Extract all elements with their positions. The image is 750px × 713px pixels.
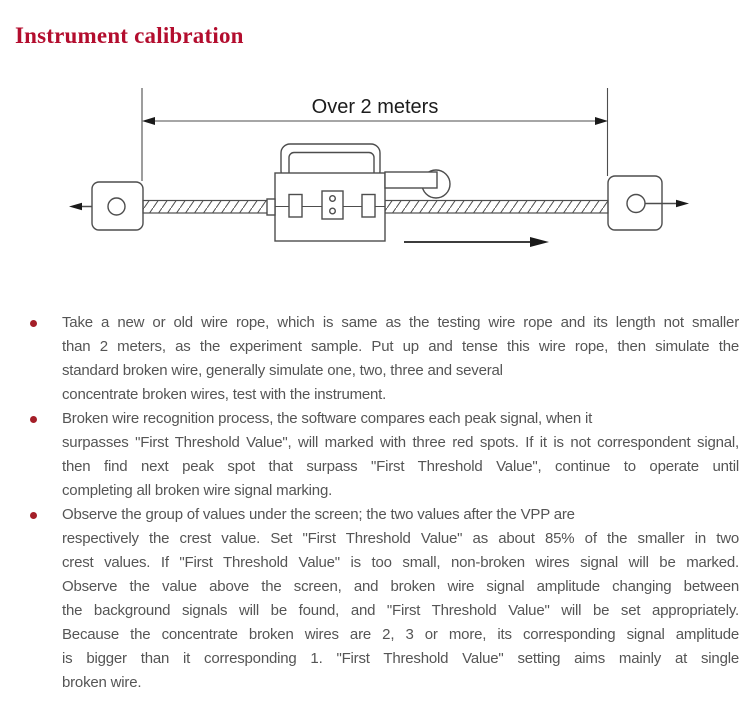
bullet-line: then find next peak spot that surpass "First Threshold Value", continue to operate until — [62, 458, 739, 475]
bullet-line: respectively the crest value. Set "First Threshold Value" as about 85% of the smaller in two — [62, 530, 739, 547]
bullet-marker-cell — [30, 503, 62, 519]
page-title: Instrument calibration — [15, 23, 244, 48]
wire-rope-left — [143, 201, 275, 214]
list-item — [30, 503, 739, 695]
left-stub — [267, 199, 275, 215]
motion-arrowhead-icon — [530, 237, 549, 247]
bullet-dot-icon — [30, 512, 37, 519]
bullet-marker-cell — [30, 311, 62, 327]
bullet-dot-icon — [30, 416, 37, 423]
dimension-label: Over 2 meters — [311, 96, 439, 118]
bullet-line: Broken wire recognition process, the software compares each peak signal, when it — [62, 410, 593, 427]
bullet-line: Observe the group of values under the screen; the two values after the VPP are — [62, 506, 575, 523]
bullet-line: Take a new or old wire rope, which is same as the testing wire rope and its length not smaller — [62, 314, 739, 331]
list-item — [30, 311, 739, 407]
right-clamp-hole — [627, 195, 645, 213]
dimension-arrowhead-right-icon — [595, 117, 608, 125]
bullet-line: concentrate broken wires, test with the instrument. — [62, 386, 387, 403]
bullet-line: than 2 meters, as the experiment sample. Put up and tense this wire rope, then simulate the — [62, 338, 739, 355]
probe-block-right — [362, 195, 375, 218]
probe-block-left — [289, 195, 302, 218]
guide-arm — [385, 172, 437, 188]
left-tension-arrowhead-icon — [69, 203, 82, 210]
list-item — [30, 407, 739, 503]
bullet-text — [62, 407, 739, 503]
bullet-line: crest values. If "First Threshold Value" is too small, non-broken wires signal will be marked. — [62, 554, 739, 571]
bullet-line: is bigger than it corresponding 1. "First Threshold Value" setting aims mainly at single — [62, 650, 739, 667]
bullet-line: Observe the value above the screen, and broken wire signal amplitude changing between — [62, 578, 739, 595]
bullet-line: Because the concentrate broken wires are 2, 3 or more, its corresponding signal amplitude — [62, 626, 739, 643]
right-tension-arrowhead-icon — [676, 200, 689, 207]
bullet-text — [62, 503, 739, 695]
bullet-line: completing all broken wire signal marking. — [62, 482, 333, 499]
left-clamp-hole — [108, 198, 125, 215]
bullet-line: standard broken wire, generally simulate one, two, three and several — [62, 362, 503, 379]
bullet-line: surpasses "First Threshold Value", will marked with three red spots. If it is not correspondent signal, — [62, 434, 739, 451]
wire-rope-right — [385, 201, 608, 214]
bullet-list — [30, 311, 739, 695]
bullet-dot-icon — [30, 320, 37, 327]
dimension-arrowhead-left-icon — [142, 117, 155, 125]
bullet-text — [62, 311, 739, 407]
bullet-line: the background signals will be found, and "First Threshold Value" will be set appropriately. — [62, 602, 739, 619]
bullet-line: broken wire. — [62, 674, 142, 691]
calibration-diagram — [0, 0, 750, 300]
bullet-marker-cell — [30, 407, 62, 423]
